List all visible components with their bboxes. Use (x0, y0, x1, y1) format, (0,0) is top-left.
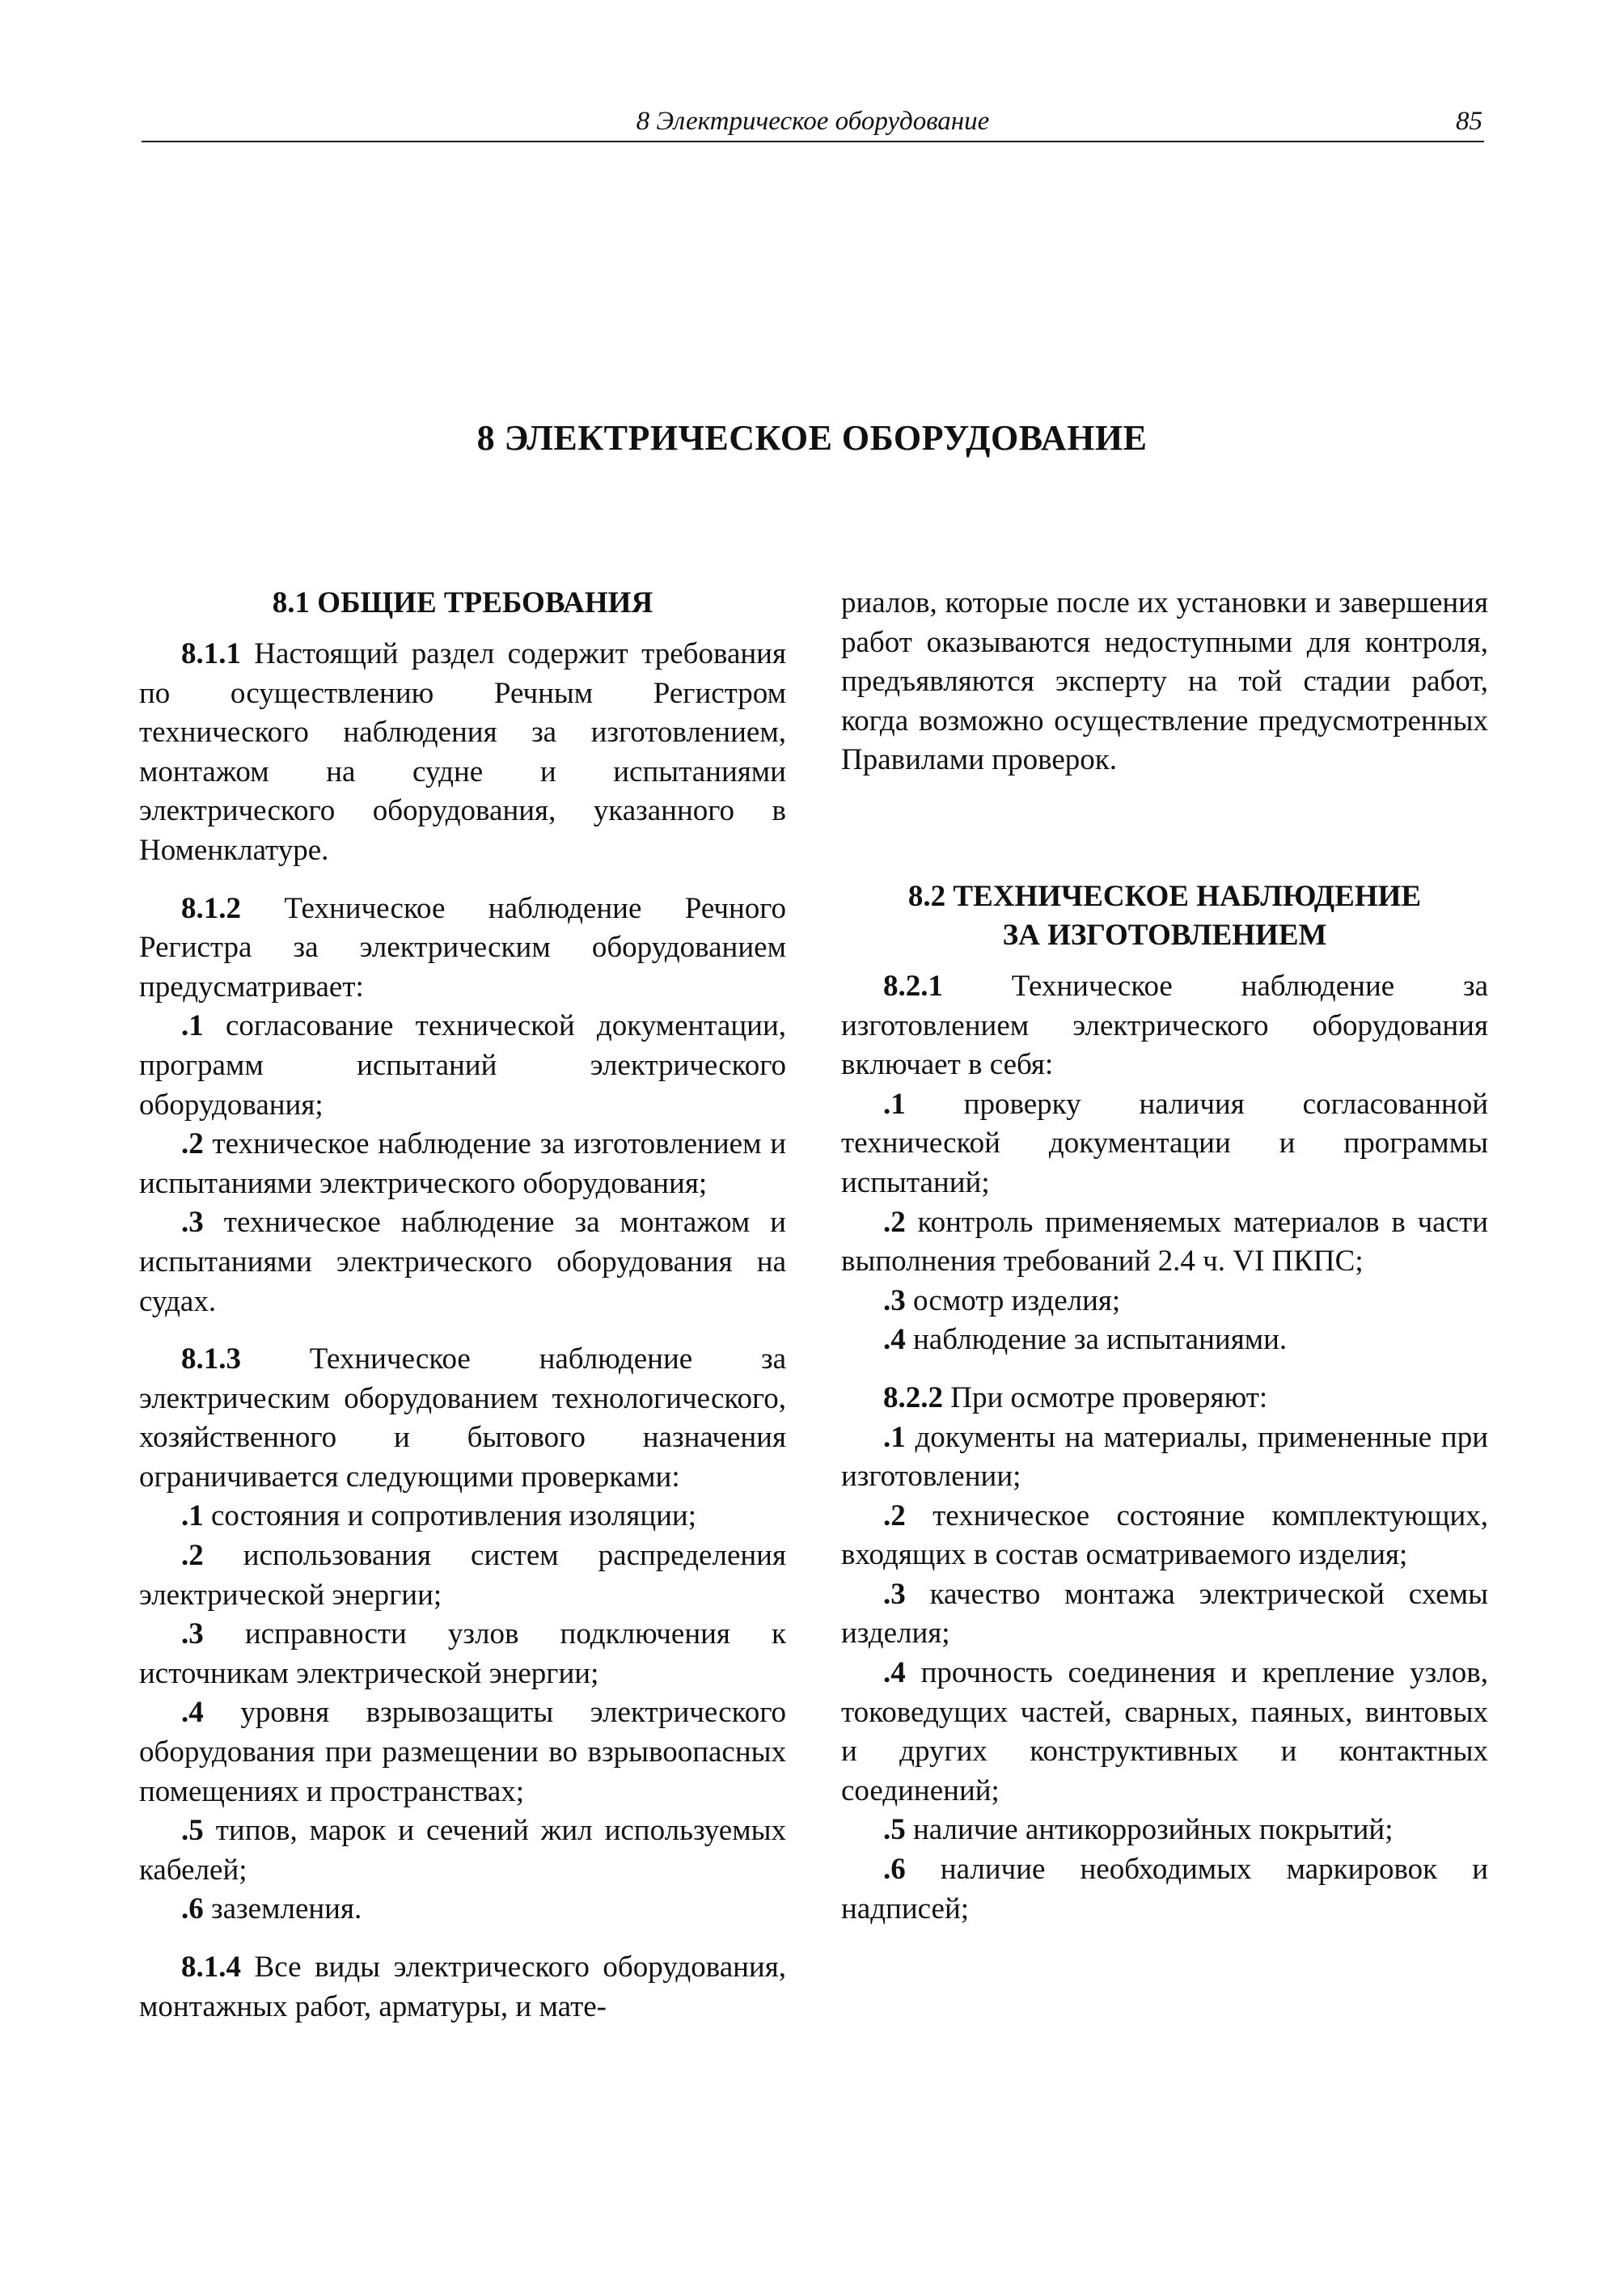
item-number: .1 (883, 1087, 906, 1121)
paragraph-8-2-2 (841, 1379, 1488, 1418)
item-number: .5 (181, 1814, 204, 1848)
section-heading-8-1: 8.1 ОБЩИЕ ТРЕБОВАНИЯ (272, 586, 653, 619)
paragraph-number: 8.1.3 (181, 1342, 241, 1376)
list-item (841, 1321, 1488, 1360)
item-text: состояния и сопротивления изоляции; (203, 1499, 697, 1533)
list-item (139, 1497, 786, 1536)
list-item (139, 1007, 786, 1125)
list-item (139, 1203, 786, 1321)
right-column (841, 584, 1488, 1929)
item-number: .5 (883, 1813, 906, 1847)
paragraph-8-1-4 (139, 1948, 786, 2027)
item-text: наличие антикоррозийных покрытий; (905, 1813, 1394, 1847)
item-text: исправности узлов подключения к источникам электрической энергии; (139, 1617, 786, 1690)
list-item (841, 1654, 1488, 1811)
list-item (139, 1811, 786, 1890)
item-text: заземления. (203, 1892, 362, 1926)
paragraph-text: Техническое наблюдение Речного Регистра за электрическим оборудованием предусматривает: (139, 891, 786, 1004)
item-text: уровня взрывозащиты электрического оборудования при размещении во взрывоопасных помещениях и пространствах; (139, 1696, 786, 1808)
item-number: .2 (181, 1127, 204, 1161)
list-item (139, 1125, 786, 1203)
list-item (139, 1890, 786, 1930)
item-number: .6 (883, 1853, 906, 1887)
item-text: согласование технической документации, программ испытаний электрического оборудования; (139, 1009, 786, 1122)
item-number: .2 (181, 1539, 204, 1573)
list-item (139, 1693, 786, 1811)
paragraph-8-1-3 (139, 1340, 786, 1497)
paragraph-text: Техническое наблюдение за изготовлением электрического оборудования включает в себя: (841, 969, 1488, 1082)
item-text: техническое наблюдение за монтажом и испытаниями электрического оборудования на судах. (139, 1206, 786, 1318)
item-number: .1 (181, 1009, 204, 1043)
paragraph-number: 8.1.4 (181, 1951, 241, 1984)
item-text: типов, марок и сечений жил используемых кабелей; (139, 1814, 786, 1887)
paragraph-text: Техническое наблюдение за электрическим оборудованием технологического, хозяйственного и бытового назначения ограничивается следующими проверками: (139, 1342, 786, 1494)
paragraph-8-1-4-continuation: риалов, которые после их установки и завершения работ оказываются недоступными для контроля, предъявляются эксперту на той стадии работ, когда возможно осуществление предусмотренных Правилами проверок. (841, 586, 1488, 777)
item-text: наблюдение за испытаниями. (905, 1323, 1288, 1357)
list-item (841, 1575, 1488, 1654)
list-item (841, 1497, 1488, 1575)
list-item (841, 1811, 1488, 1850)
running-header (142, 102, 1484, 142)
list-item (841, 1418, 1488, 1497)
paragraph-number: 8.2.1 (883, 969, 943, 1003)
item-number: .3 (181, 1617, 204, 1651)
list-item (139, 1536, 786, 1615)
item-number: .4 (883, 1656, 906, 1690)
item-text: наличие необходимых маркировок и надписей; (841, 1853, 1488, 1925)
list-item (139, 1615, 786, 1693)
page-number: 85 (1456, 107, 1482, 136)
item-number: .3 (883, 1577, 906, 1611)
paragraph-text: Настоящий раздел содержит требования по осуществлению Речным Регистром технического наблюдения за изготовлением, монтажом на судне и испытаниями электрического оборудования, указанного в Номенклатуре. (139, 637, 786, 867)
running-title: 8 Электрическое оборудование (636, 107, 990, 136)
item-text: документы на материалы, примененные при изготовлении; (841, 1420, 1488, 1494)
section-heading-line: 8.2 ТЕХНИЧЕСКОЕ НАБЛЮДЕНИЕ (907, 879, 1422, 913)
item-text: техническое наблюдение за изготовлением и испытаниями электрического оборудования; (139, 1127, 786, 1200)
item-number: .3 (181, 1206, 204, 1240)
item-number: .4 (883, 1323, 906, 1357)
paragraph-text: При осмотре проверяют: (943, 1380, 1268, 1414)
list-item (841, 1282, 1488, 1321)
left-column (139, 584, 786, 2027)
item-text: использования систем распределения электрической энергии; (139, 1539, 786, 1612)
item-number: .1 (883, 1420, 906, 1454)
chapter-title: 8 ЭЛЕКТРИЧЕСКОЕ ОБОРУДОВАНИЕ (476, 418, 1148, 458)
item-text: техническое состояние комплектующих, входящих в состав осматриваемого изделия; (841, 1498, 1488, 1572)
list-item (841, 1203, 1488, 1282)
item-text: контроль применяемых материалов в части выполнения требований 2.4 ч. VI ПКПС; (841, 1205, 1488, 1279)
item-number: .2 (883, 1205, 906, 1239)
paragraph-8-1-1 (139, 635, 786, 871)
list-item (841, 1085, 1488, 1203)
paragraph-number: 8.1.2 (181, 891, 241, 925)
item-number: .3 (883, 1283, 906, 1317)
item-text: качество монтажа электрической схемы изделия; (841, 1577, 1488, 1651)
paragraph-text: Все виды электрического оборудования, монтажных работ, арматуры, и мате- (139, 1951, 786, 2023)
item-number: .2 (883, 1498, 906, 1532)
section-heading-line: ЗА ИЗГОТОВЛЕНИЕМ (1002, 918, 1327, 952)
paragraph-8-2-1 (841, 967, 1488, 1085)
item-number: .4 (181, 1696, 204, 1730)
paragraph-number: 8.1.1 (181, 637, 241, 670)
paragraph-8-1-2 (139, 890, 786, 1008)
item-text: осмотр изделия; (905, 1283, 1121, 1317)
item-text: проверку наличия согласованной технической документации и программы испытаний; (841, 1087, 1488, 1199)
item-number: .1 (181, 1499, 204, 1533)
item-text: прочность соединения и крепление узлов, токоведущих частей, сварных, паяных, винтовых и других конструктивных и контактных соединений; (841, 1656, 1488, 1807)
list-item (841, 1850, 1488, 1929)
item-number: .6 (181, 1892, 204, 1926)
section-heading-8-2 (841, 877, 1488, 955)
paragraph-number: 8.2.2 (883, 1380, 943, 1414)
